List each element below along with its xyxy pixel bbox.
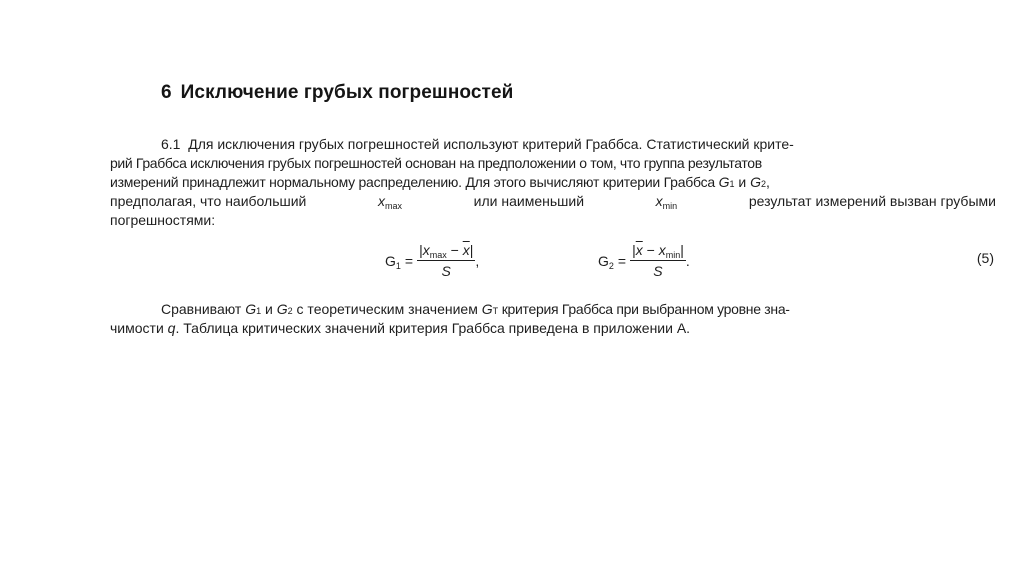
math-xbar: $\overline{x}$ bbox=[635, 242, 643, 258]
math-sub: max bbox=[429, 250, 447, 260]
fraction-numerator bbox=[417, 242, 475, 261]
fraction-denominator: S bbox=[653, 263, 663, 279]
abs-bar: | bbox=[632, 242, 636, 258]
section-heading bbox=[161, 82, 513, 104]
text-fragment: с теоретическим значением bbox=[292, 301, 482, 317]
text-fragment: или наименьший bbox=[473, 193, 585, 209]
paragraph-line: измерений принадлежит нормальному распределению. Для этого вычисляют критерии Граббса G 1 и G 2 , bbox=[110, 174, 770, 190]
math-g: G bbox=[481, 301, 493, 317]
math-xmin bbox=[656, 192, 678, 211]
minus-sign: − bbox=[642, 242, 659, 258]
fraction bbox=[630, 242, 686, 279]
fraction bbox=[417, 242, 475, 279]
math-g: G bbox=[750, 174, 761, 190]
text-line: измерений принадлежит нормальному распределению. Для этого вычисляют критерии Граббса bbox=[110, 174, 719, 190]
formula-lhs bbox=[598, 253, 614, 269]
text-line: 6.1 Для исключения грубых погрешностей используют критерий Граббса. Статистический крите- bbox=[161, 136, 794, 152]
text-fragment: Сравнивают bbox=[161, 301, 246, 317]
math-sub: min bbox=[665, 250, 681, 260]
math-g: G bbox=[276, 301, 288, 317]
text-fragment: , bbox=[765, 174, 770, 190]
paragraph-compare bbox=[110, 300, 996, 338]
math-sub: 2 bbox=[608, 260, 614, 271]
math-xbar: $\overline{x}$ bbox=[462, 242, 470, 258]
punctuation: , bbox=[475, 252, 480, 269]
minus-sign: − bbox=[446, 242, 463, 258]
text-fragment: результат измерений вызван грубыми bbox=[748, 193, 996, 209]
equals-sign: = bbox=[404, 252, 414, 269]
abs-bar: | bbox=[469, 242, 474, 258]
text-fragment: . Таблица критических значений критерия Граббса приведена в приложении А. bbox=[175, 320, 691, 336]
math-sub: 1 bbox=[395, 260, 401, 271]
formula-g2 bbox=[598, 242, 690, 279]
equation-number: (5) bbox=[976, 250, 994, 266]
paragraph-line bbox=[110, 211, 996, 230]
formula-lhs bbox=[385, 253, 401, 269]
text-fragment: и bbox=[734, 174, 751, 190]
paragraph-line bbox=[110, 192, 996, 211]
punctuation: . bbox=[685, 252, 690, 269]
fraction-numerator bbox=[630, 242, 686, 261]
section-title: Исключение грубых погрешностей bbox=[180, 82, 514, 103]
formula-g1 bbox=[385, 242, 479, 279]
math-x: x bbox=[658, 242, 666, 258]
math-g: G bbox=[718, 174, 730, 190]
text-fragment: и bbox=[261, 301, 277, 317]
paragraph-line bbox=[110, 319, 996, 338]
math-x: x bbox=[378, 193, 386, 209]
math-g: G bbox=[598, 252, 609, 269]
abs-bar: | bbox=[419, 242, 423, 258]
paragraph-6-1 bbox=[110, 135, 996, 230]
text-fragment: предполагая, что наибольший bbox=[110, 193, 307, 209]
math-g: G bbox=[245, 301, 257, 317]
formula-row bbox=[110, 242, 996, 292]
math-sub: max bbox=[385, 201, 403, 211]
text-fragment: чимости bbox=[110, 320, 168, 336]
text-line: погрешностями: bbox=[110, 212, 216, 228]
equals-sign: = bbox=[617, 252, 627, 269]
math-xmax bbox=[378, 192, 402, 211]
paragraph-line bbox=[110, 154, 996, 173]
math-x: x bbox=[422, 242, 430, 258]
math-x: x bbox=[655, 193, 663, 209]
text-fragment: критерия Граббса при выбранном уровне зна- bbox=[498, 301, 790, 317]
paragraph-line: Сравнивают G 1 и G 2 с теоретическим значением G T критерия Граббса при выбранном уровне зна- bbox=[161, 301, 790, 317]
section-number: 6 bbox=[161, 82, 172, 103]
paragraph-line bbox=[110, 135, 996, 154]
fraction-denominator: S bbox=[441, 263, 451, 279]
math-q: q bbox=[167, 320, 176, 336]
abs-bar: | bbox=[680, 242, 684, 258]
math-sub: min bbox=[662, 201, 678, 211]
text-line: рий Граббса исключения грубых погрешностей основан на предположении о том, что группа результатов bbox=[110, 155, 762, 171]
math-g: G bbox=[385, 252, 396, 269]
